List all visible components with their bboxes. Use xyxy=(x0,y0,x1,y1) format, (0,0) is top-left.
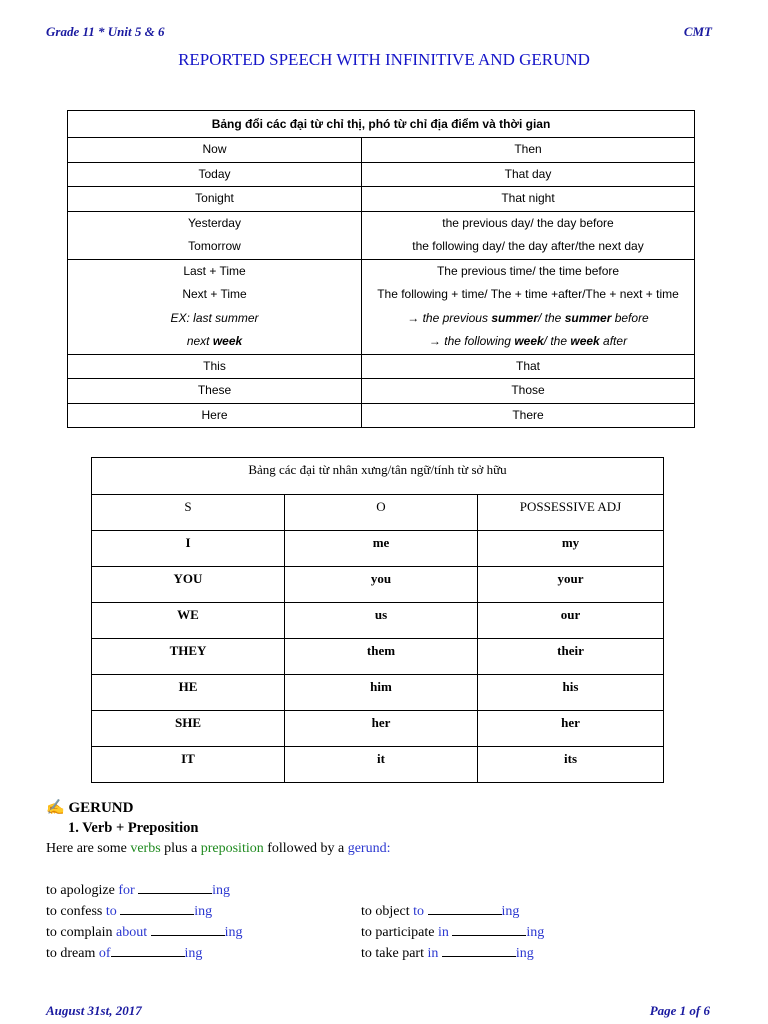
cell-line: Next + Time xyxy=(182,287,247,301)
cell: That day xyxy=(362,162,695,187)
cell: WE xyxy=(92,603,285,639)
cell xyxy=(68,211,362,259)
cell: your xyxy=(478,567,664,603)
ing: ing xyxy=(526,925,545,940)
text: summer xyxy=(564,310,612,325)
cell: Here xyxy=(68,403,362,428)
cell: I xyxy=(92,531,285,567)
verb: to complain xyxy=(46,925,116,940)
prep: to xyxy=(413,904,424,919)
text: plus a xyxy=(160,841,201,856)
list-item xyxy=(46,881,230,899)
footer-date: August 31st, 2017 xyxy=(46,1003,142,1018)
text: / the xyxy=(543,334,571,348)
pronoun-table xyxy=(91,457,664,783)
subheading: 1. Verb + Preposition xyxy=(68,820,199,836)
header-right: CMT xyxy=(683,24,712,39)
text: / the xyxy=(538,310,565,325)
list-item xyxy=(46,944,202,962)
intro-line xyxy=(46,841,390,857)
cell-line: the following day/ the day after/the next day xyxy=(412,239,644,253)
section-label: GERUND xyxy=(68,800,134,816)
text: week xyxy=(514,334,544,348)
text: verbs xyxy=(130,841,161,856)
page-title: REPORTED SPEECH WITH INFINITIVE AND GERUND xyxy=(178,50,590,69)
cell: him xyxy=(285,675,478,711)
cell: These xyxy=(68,379,362,404)
text: gerund: xyxy=(347,841,391,856)
gerund-heading xyxy=(46,798,133,817)
col-header: S xyxy=(92,495,285,531)
cell-line: Last + Time xyxy=(183,263,246,278)
cell-line: The following + time/ The + time +after/The + next + time xyxy=(377,287,679,301)
cell: YOU xyxy=(92,567,285,603)
text: summer xyxy=(491,310,538,325)
table2-heading: Bảng các đại từ nhân xưng/tân ngữ/tính từ sở hữu xyxy=(92,458,664,495)
prep: of xyxy=(98,946,111,961)
cell-line: the previous day/ the day before xyxy=(442,215,614,230)
ing: ing xyxy=(194,904,213,919)
blank-line xyxy=(442,944,516,957)
verb: to confess xyxy=(46,904,106,919)
cell: our xyxy=(478,603,664,639)
ing: ing xyxy=(212,883,231,898)
list-item xyxy=(361,923,544,941)
cell: them xyxy=(285,639,478,675)
ing: ing xyxy=(224,925,243,940)
list-item xyxy=(361,944,534,962)
adverb-conversion-table xyxy=(67,110,695,428)
prep: in xyxy=(437,925,449,940)
cell-line xyxy=(362,330,694,354)
col-header: O xyxy=(285,495,478,531)
cell: her xyxy=(285,711,478,747)
cell-line xyxy=(362,307,694,331)
cell-line: The previous time/ the time before xyxy=(436,263,620,278)
cell: us xyxy=(285,603,478,639)
text: preposition xyxy=(200,841,264,856)
prep: in xyxy=(427,946,439,961)
text: → the following xyxy=(428,334,515,348)
cell: their xyxy=(478,639,664,675)
cell: Now xyxy=(68,138,362,163)
cell-line xyxy=(68,330,361,354)
cell: That xyxy=(362,354,695,379)
cell: SHE xyxy=(92,711,285,747)
cell: Today xyxy=(68,162,362,187)
cell: Those xyxy=(362,379,695,404)
cell-line: Tomorrow xyxy=(188,239,241,253)
list-item xyxy=(361,902,519,920)
text: next xyxy=(186,334,213,348)
ing: ing xyxy=(501,904,520,919)
text: Here are some xyxy=(46,841,131,856)
table1-heading: Bảng đổi các đại từ chỉ thị, phó từ chỉ địa điểm và thời gian xyxy=(68,111,695,138)
cell: Tonight xyxy=(68,187,362,212)
pen-icon: ✍ xyxy=(46,800,65,816)
blank-line xyxy=(452,923,526,936)
list-item xyxy=(46,902,212,920)
text: week xyxy=(570,334,600,348)
col-header: POSSESSIVE ADJ xyxy=(478,495,664,531)
cell: his xyxy=(478,675,664,711)
blank-line xyxy=(138,881,212,894)
cell: HE xyxy=(92,675,285,711)
cell xyxy=(362,211,695,259)
list-item xyxy=(46,923,243,941)
blank-line xyxy=(120,902,194,915)
blank-line xyxy=(111,944,185,957)
cell xyxy=(362,259,695,354)
verb: to participate xyxy=(361,925,438,940)
verb: to dream xyxy=(46,946,99,961)
cell: That night xyxy=(362,187,695,212)
text: → the previous xyxy=(407,310,492,325)
cell-line: EX: last summer xyxy=(170,310,259,325)
cell-line: Yesterday xyxy=(188,215,241,230)
prep: to xyxy=(105,904,117,919)
ing: ing xyxy=(515,946,534,961)
prep: for xyxy=(118,883,135,898)
blank-line xyxy=(428,902,502,915)
ing: ing xyxy=(184,946,203,961)
cell: There xyxy=(362,403,695,428)
cell: THEY xyxy=(92,639,285,675)
cell: IT xyxy=(92,747,285,783)
footer-page: Page 1 of 6 xyxy=(649,1003,710,1018)
verb: to take part xyxy=(361,946,428,961)
blank-line xyxy=(151,923,225,936)
cell: me xyxy=(285,531,478,567)
text: before xyxy=(611,310,649,325)
header-left: Grade 11 * Unit 5 & 6 xyxy=(46,24,165,39)
text: week xyxy=(212,334,243,348)
verb: to apologize xyxy=(46,883,119,898)
cell: its xyxy=(478,747,664,783)
cell: This xyxy=(68,354,362,379)
text: followed by a xyxy=(263,841,348,856)
cell: Then xyxy=(362,138,695,163)
cell: you xyxy=(285,567,478,603)
prep: about xyxy=(116,925,148,940)
cell: her xyxy=(478,711,664,747)
cell: it xyxy=(285,747,478,783)
verb: to object xyxy=(361,904,414,919)
text: after xyxy=(599,334,628,348)
cell xyxy=(68,259,362,354)
cell: my xyxy=(478,531,664,567)
